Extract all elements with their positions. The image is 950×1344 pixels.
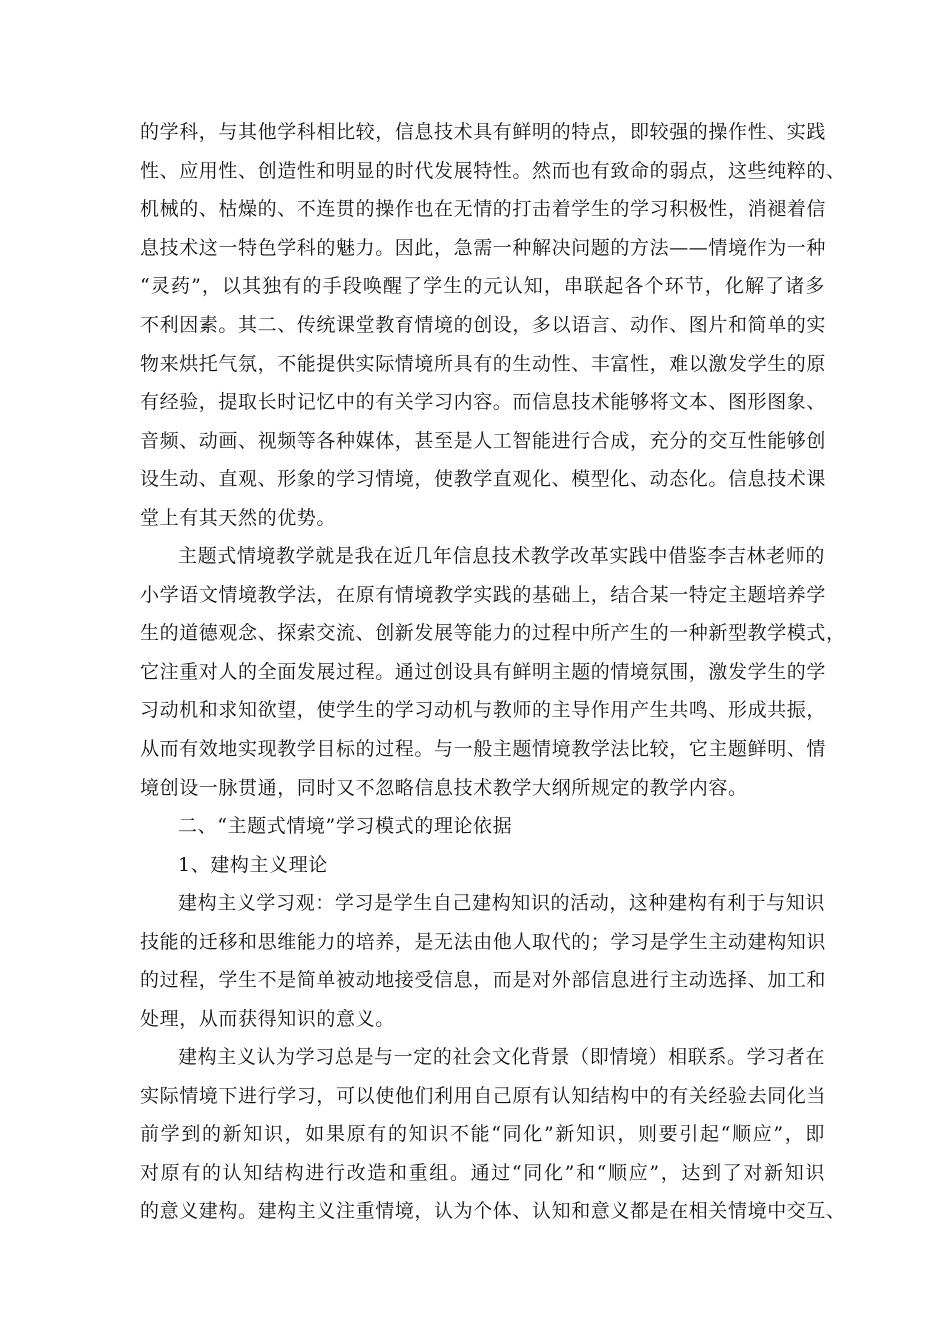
subsection-heading-2-1: 1、建构主义理论 [178, 853, 328, 876]
paragraph-line: 息技术这一特色学科的魅力。因此，急需一种解决问题的方法——情境作为一种 [140, 236, 827, 259]
paragraph-line: 它注重对人的全面发展过程。通过创设具有鲜明主题的情境氛围，激发学生的学 [140, 660, 827, 683]
paragraph-line: 对原有的认知结构进行改造和重组。通过“同化”和“顺应”，达到了对新知识 [140, 1161, 825, 1184]
paragraph-line: 小学语文情境教学法，在原有情境教学实践的基础上，结合某一特定主题培养学 [140, 583, 827, 606]
paragraph-3 [140, 884, 825, 1038]
paragraph-line: 境创设一脉贯通，同时又不忽略信息技术教学大纲所规定的教学内容。 [140, 776, 748, 799]
paragraph-line: 不利因素。其二、传统课堂教育情境的创设，多以语言、动作、图片和简单的实 [140, 313, 827, 336]
section-heading-2: 二、“主题式情境”学习模式的理论依据 [178, 815, 513, 837]
paragraph-4 [140, 1038, 846, 1231]
paragraph-line: 主题式情境教学就是我在近几年信息技术教学改革实践中借鉴李吉林老师的 [178, 545, 825, 567]
paragraph-line: 技能的迁移和思维能力的培养，是无法由他人取代的；学习是学生主动建构知识 [140, 930, 827, 953]
paragraph-line: 前学到的新知识，如果原有的知识不能“同化”新知识，则要引起“顺应”，即 [140, 1123, 825, 1146]
paragraph-1 [140, 113, 846, 538]
paragraph-line: 的学科，与其他学科相比较，信息技术具有鲜明的特点，即较强的操作性、实践 [140, 121, 827, 143]
paragraph-line: 性、应用性、创造性和明显的时代发展特性。然而也有致命的弱点，这些纯粹的、 [140, 159, 846, 182]
paragraph-line: 有经验，提取长时记忆中的有关学习内容。而信息技术能够将文本、图形图象、 [140, 391, 827, 414]
paragraph-line: 从而有效地实现教学目标的过程。与一般主题情境教学法比较，它主题鲜明、情 [140, 737, 827, 760]
section-heading [140, 807, 825, 884]
paragraph-line: 建构主义认为学习总是与一定的社会文化背景（即情境）相联系。学习者在 [178, 1046, 825, 1068]
paragraph-2 [140, 537, 846, 807]
paragraph-line: 堂上有其天然的优势。 [140, 506, 337, 529]
paragraph-line: 实际情境下进行学习，可以使他们利用自己原有认知结构中的有关经验去同化当 [140, 1084, 827, 1107]
paragraph-line: 的意义建构。建构主义注重情境，认为个体、认知和意义都是在相关情境中交互、 [140, 1200, 846, 1223]
paragraph-line: 习动机和求知欲望，使学生的学习动机与教师的主导作用产生共鸣、形成共振， [140, 699, 827, 722]
paragraph-line: 机械的、枯燥的、不连贯的操作也在无情的打击着学生的学习积极性，消褪着信 [140, 198, 827, 221]
paragraph-line: 音频、动画、视频等各种媒体，甚至是人工智能进行合成，充分的交互性能够创 [140, 429, 827, 452]
paragraph-line: 建构主义学习观：学习是学生自己建构知识的活动，这种建构有利于与知识 [178, 892, 825, 914]
paragraph-line: “灵药”，以其独有的手段唤醒了学生的元认知，串联起各个环节，化解了诸多 [140, 275, 825, 298]
paragraph-line: 处理，从而获得知识的意义。 [140, 1007, 395, 1030]
paragraph-line: 的过程，学生不是简单被动地接受信息，而是对外部信息进行主动选择、加工和 [140, 969, 827, 992]
paragraph-line: 物来烘托气氛，不能提供实际情境所具有的生动性、丰富性，难以激发学生的原 [140, 352, 827, 375]
paragraph-line: 设生动、直观、形象的学习情境，使教学直观化、模型化、动态化。信息技术课 [140, 468, 827, 491]
paragraph-line: 生的道德观念、探索交流、创新发展等能力的过程中所产生的一种新型教学模式， [140, 622, 846, 645]
